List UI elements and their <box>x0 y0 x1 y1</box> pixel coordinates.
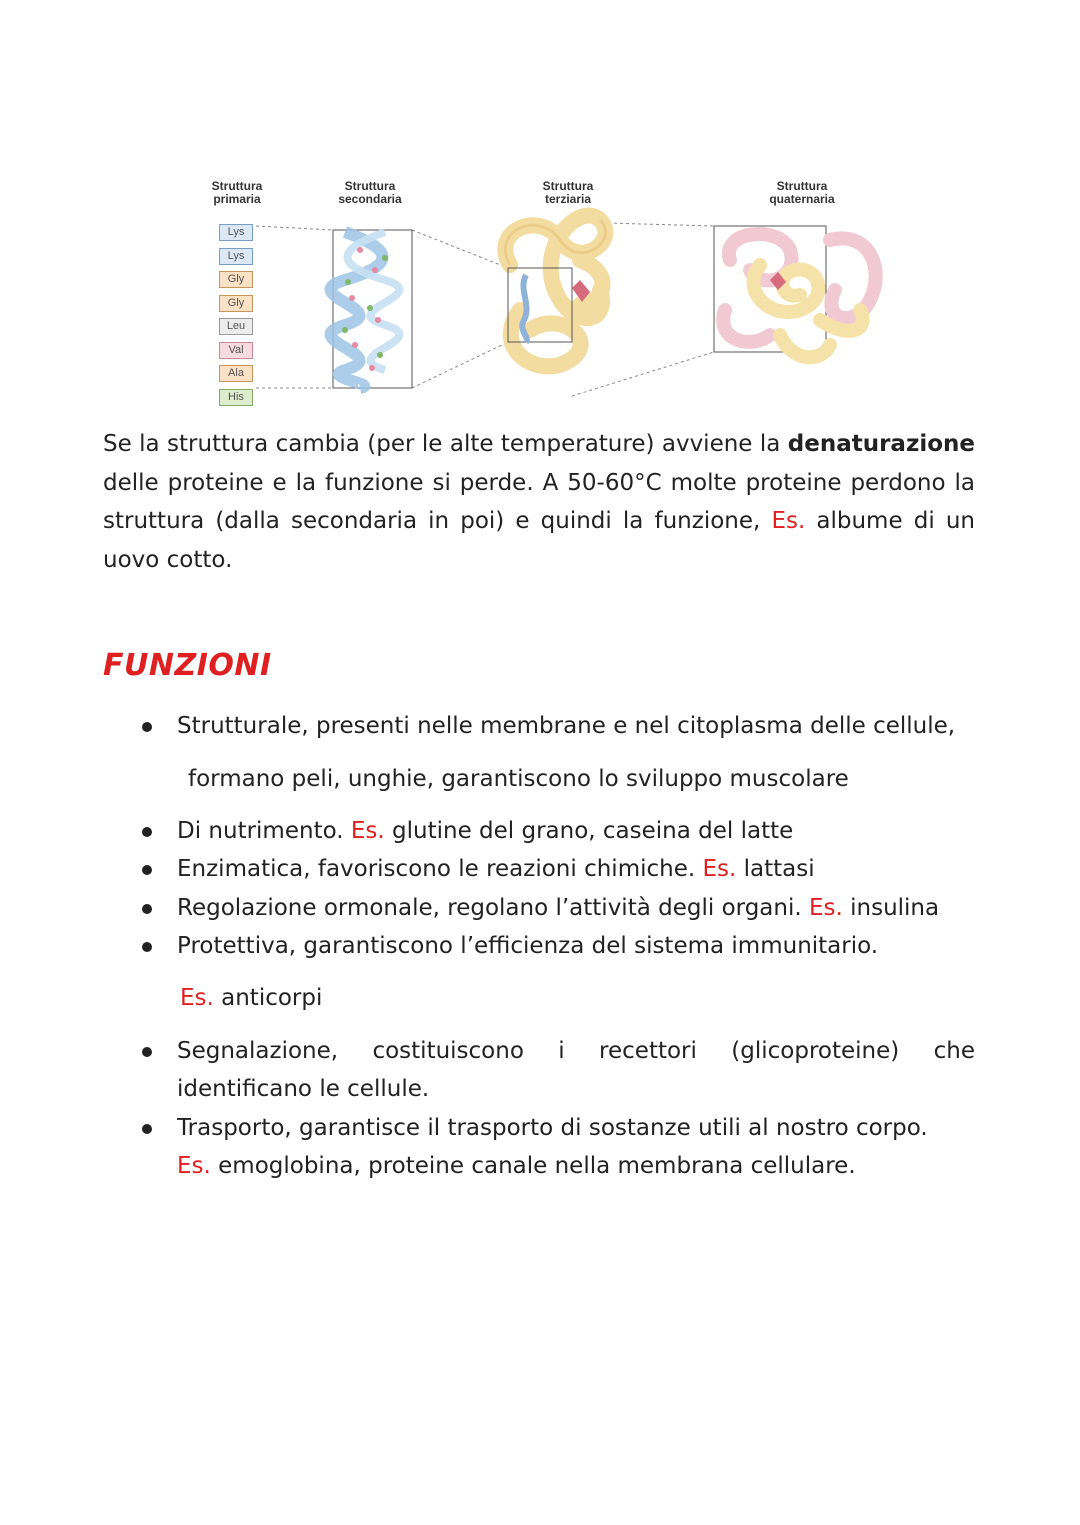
label-quaternary: Struttura quaternaria <box>769 179 835 206</box>
amino-acid: His <box>219 389 253 406</box>
para-bold-term: denaturazione <box>787 431 975 457</box>
amino-acid: Val <box>219 342 253 359</box>
list-item: Enzimatica, favoriscono le reazioni chimiche. Es. lattasi <box>177 850 975 888</box>
bullet-icon <box>142 1124 152 1134</box>
denaturation-paragraph <box>103 425 975 579</box>
label-secondary: Struttura secondaria <box>338 179 402 206</box>
amino-acid: Lys <box>219 224 253 241</box>
list-item: Trasporto, garantisce il trasporto di sostanze utili al nostro corpo. <box>177 1109 975 1147</box>
example-marker: Es. <box>180 985 214 1011</box>
amino-acid: Gly <box>219 271 253 288</box>
list-item-continuation: Es. emoglobina, proteine canale nella membrana cellulare. <box>177 1153 856 1179</box>
bullet-icon <box>142 827 152 837</box>
bullet-icon <box>142 722 152 732</box>
example-marker: Es. <box>177 1153 211 1179</box>
list-item: Regolazione ormonale, regolano l’attività degli organi. Es. insulina <box>177 889 975 927</box>
section-heading: FUNZIONI <box>103 648 272 683</box>
protein-structure-figure <box>180 170 920 410</box>
list-item-continuation: formano peli, unghie, garantiscono lo sviluppo muscolare <box>188 766 849 792</box>
amino-acid: Leu <box>219 318 253 335</box>
bullet-icon <box>142 904 152 914</box>
bullet-icon <box>142 942 152 952</box>
amino-acid: Lys <box>219 248 253 265</box>
example-marker: Es. <box>702 856 737 882</box>
para-text: albume di un uovo cotto. <box>103 508 975 573</box>
amino-acid-chain <box>219 224 255 412</box>
list-item: Protettiva, garantiscono l’efficienza del sistema immunitario. <box>177 927 975 965</box>
list-item: Strutturale, presenti nelle membrane e nel citoplasma delle cellule, <box>177 707 975 745</box>
label-primary: Struttura primaria <box>211 179 263 206</box>
amino-acid: Ala <box>219 365 253 382</box>
example-marker: Es. <box>350 818 385 844</box>
bullet-icon <box>142 865 152 875</box>
amino-acid: Gly <box>219 295 253 312</box>
para-text: delle proteine e la funzione si perde. A 50-60°C molte proteine perdono la struttura (dalla secondaria in poi) e quindi la funzione, <box>103 469 975 534</box>
example-marker: Es. <box>808 895 843 921</box>
para-text: Se la struttura cambia (per le alte temperature) avviene la <box>103 431 788 457</box>
list-item-continuation: Es. anticorpi <box>180 985 323 1011</box>
structure-illustration <box>180 170 920 410</box>
list-item: Di nutrimento. Es. glutine del grano, caseina del latte <box>177 812 975 850</box>
example-marker: Es. <box>771 508 806 534</box>
list-item: Segnalazione, costituiscono i recettori (glicoproteine) che <box>177 1032 975 1070</box>
label-tertiary: Struttura terziaria <box>542 179 594 206</box>
bullet-icon <box>142 1047 152 1057</box>
list-item-continuation: identificano le cellule. <box>177 1076 430 1102</box>
